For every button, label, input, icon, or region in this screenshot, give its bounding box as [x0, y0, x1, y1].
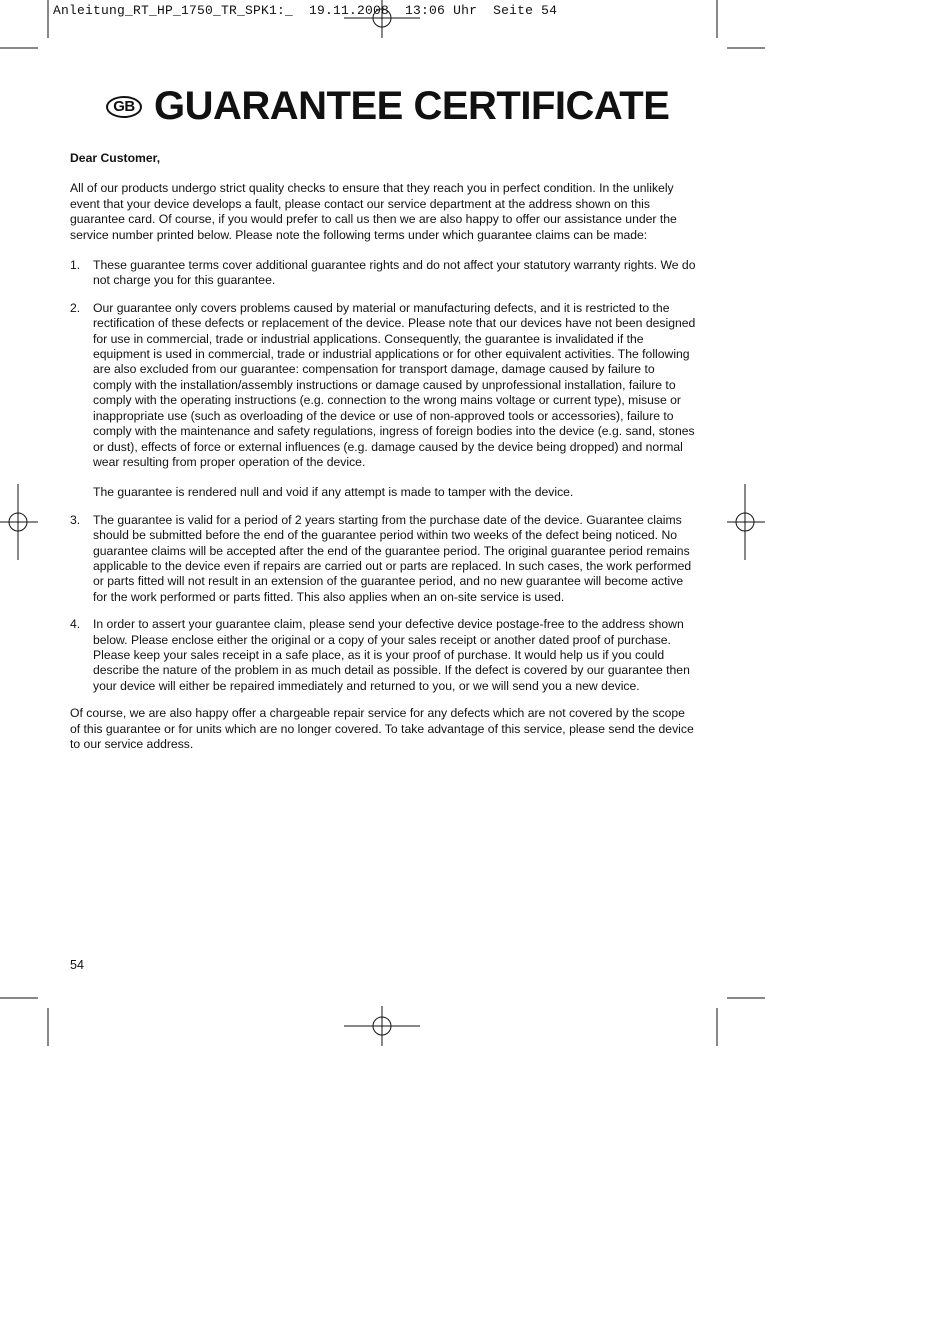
terms-item-4: [70, 617, 696, 694]
registration-mark-top: [344, 0, 420, 38]
terms-item-text: Our guarantee only covers problems caused by material or manufacturing defects, and it is restricted to the rectification of these defects or replacement of the device. Please note that our devices have not been designed for use in commercial, trade or industrial applications. Consequently, the guarantee is invalidated if the equipment is used in commercial, trade or industrial applications or for other equivalent activities. The following are also excluded from our guarantee: compensation for transport damage, damage caused by failure to comply with the installation/assembly instructions or damage caused by unprofessional installation, failure to comply with the operating instructions (e.g. connection to the wrong mains voltage or current type), misuse or inappropriate use (such as overloading of the device or use of non-approved tools or accessories), failure to comply with the maintenance and safety regulations, ingress of foreign bodies into the device (e.g. sand, stones or dust), effects of force or external influences (e.g. damage caused by the device being dropped) and normal wear resulting from proper operation of the device.: [93, 300, 696, 469]
registration-mark-left: [0, 484, 38, 560]
terms-item-1: [70, 258, 696, 289]
terms-item-number: 2.: [70, 300, 81, 315]
guarantee-body: [70, 151, 696, 752]
gb-language-badge: GB: [106, 96, 142, 118]
terms-item-number: 1.: [70, 258, 81, 273]
registration-mark-right: [727, 484, 765, 560]
closing-paragraph: Of course, we are also happy offer a chargeable repair service for any defects which are not covered by the scope of this guarantee or for units which are no longer covered. To take advantage of this service, please send the device to our service address.: [70, 706, 694, 751]
terms-item-text: These guarantee terms cover additional guarantee rights and do not affect your statutory warranty rights. We do not charge you for this guarantee.: [93, 258, 696, 288]
terms-item-extra-text: The guarantee is rendered null and void if any attempt is made to tamper with the device.: [93, 485, 574, 500]
terms-item-2: [70, 301, 696, 501]
intro-paragraph: All of our products undergo strict quality checks to ensure that they reach you in perfect condition. In the unlikely event that your device develops a fault, please contact our service department at the address shown on this guarantee card. Of course, if you would prefer to call us then we are also happy to offer our assistance under the service number printed below. Please note the following terms under which guarantee claims can be made:: [70, 181, 677, 242]
page-title: GUARANTEE CERTIFICATE: [154, 84, 670, 128]
title-row: [106, 84, 669, 129]
terms-item-text: The guarantee is valid for a period of 2 years starting from the purchase date of the device. Guarantee claims should be submitted before the end of the guarantee period within two weeks of the defect being noticed. No guarantee claims will be accepted after the end of the guarantee period. The original guarantee period remains applicable to the device even if repairs are carried out or parts are replaced. In such cases, the work performed or parts fitted will not result in an extension of the guarantee period, and no new guarantee will become active for the work performed or parts fitted. This also applies when an on-site service is used.: [93, 512, 692, 604]
print-slug-line: Anleitung_RT_HP_1750_TR_SPK1:_ 19.11.2008 13:06 Uhr Seite 54: [53, 3, 558, 18]
registration-mark-bottom: [344, 1006, 420, 1046]
terms-item-number: 4.: [70, 617, 81, 632]
terms-item-text: In order to assert your guarantee claim, please send your defective device postage-free to the address shown below. Please enclose either the original or a copy of your sales receipt or another dated proof of purchase. Please keep your sales receipt in a safe place, as it is your proof of purchase. It would help us if you could describe the nature of the problem in as much detail as possible. If the defect is covered by our guarantee then your device will either be repaired immediately and returned to you, or we will send you a new device.: [93, 617, 690, 693]
greeting: Dear Customer,: [70, 151, 161, 165]
terms-item-3: [70, 513, 696, 605]
page-number: 54: [70, 958, 84, 972]
terms-item-number: 3.: [70, 512, 81, 527]
